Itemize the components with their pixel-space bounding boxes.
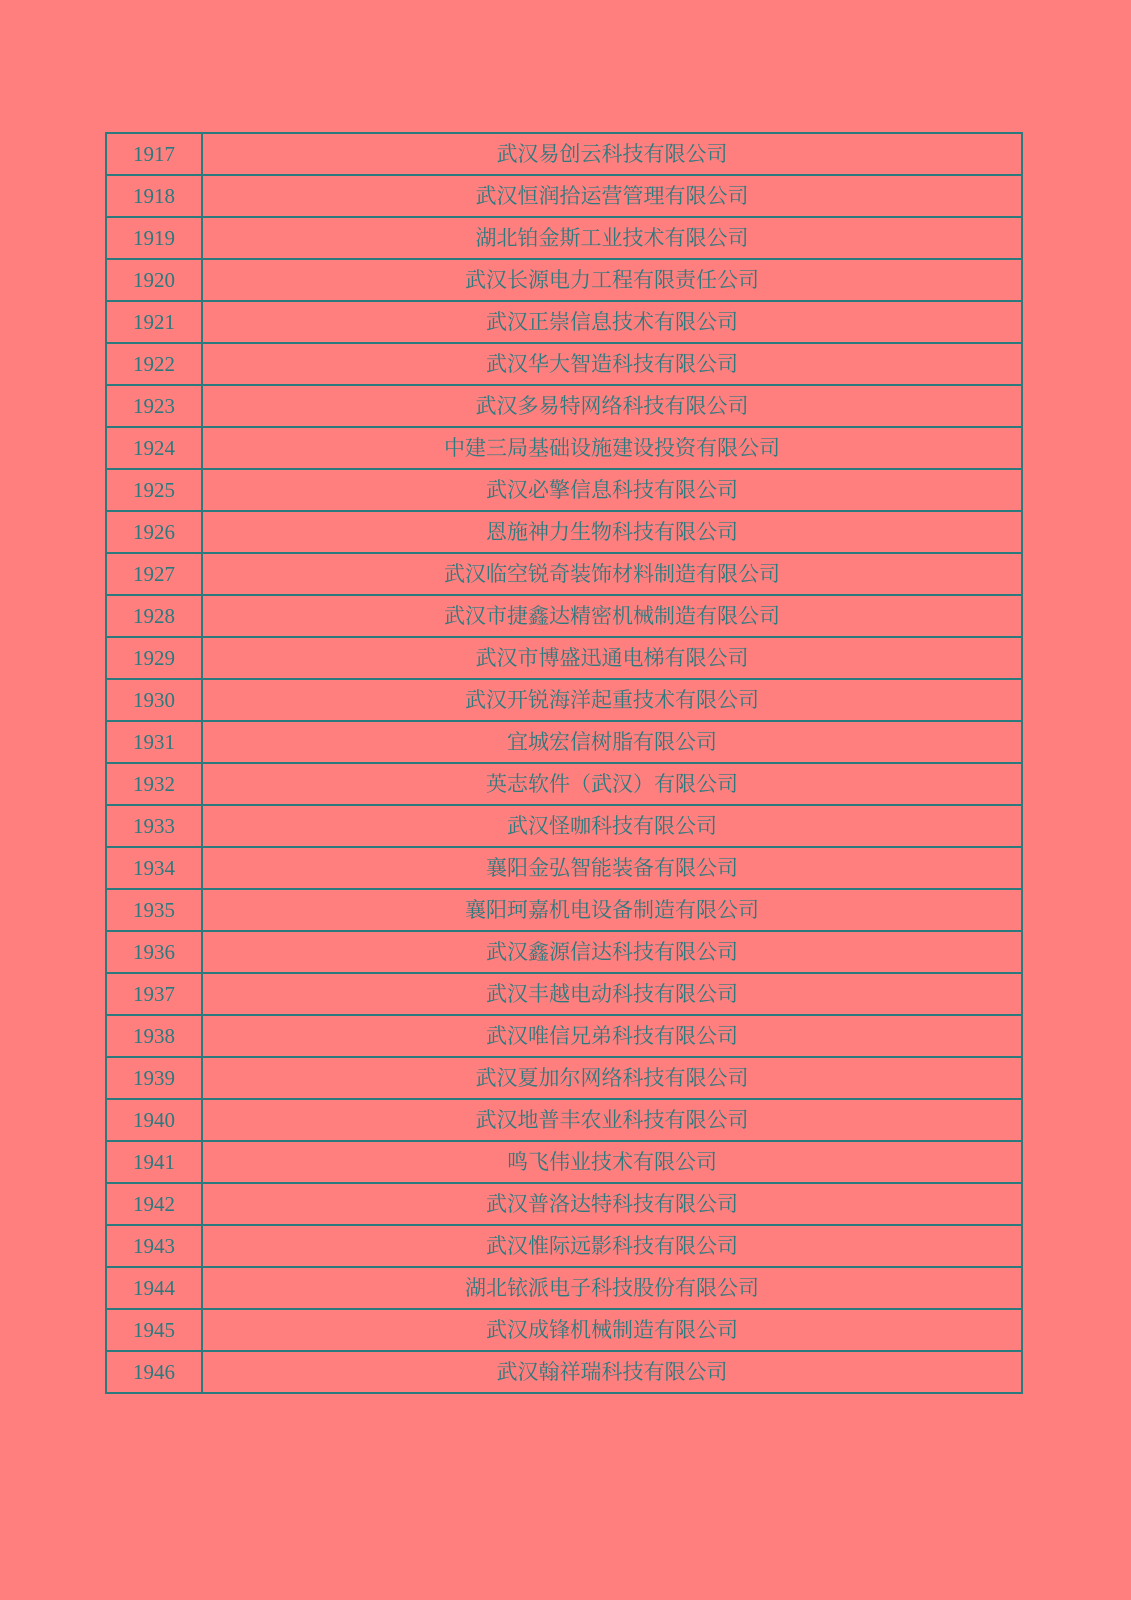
- table-row: [106, 259, 1022, 301]
- company-table: [105, 132, 1023, 1394]
- company-name-cell: 武汉开锐海洋起重技术有限公司: [202, 679, 1022, 721]
- row-number-cell: 1928: [106, 595, 202, 637]
- row-number-cell: 1946: [106, 1351, 202, 1393]
- company-name-cell: 武汉普洛达特科技有限公司: [202, 1183, 1022, 1225]
- company-name-cell: 武汉怪咖科技有限公司: [202, 805, 1022, 847]
- row-number-cell: 1939: [106, 1057, 202, 1099]
- table-row: [106, 1309, 1022, 1351]
- table-row: [106, 1141, 1022, 1183]
- row-number-cell: 1941: [106, 1141, 202, 1183]
- company-name-cell: 武汉必擎信息科技有限公司: [202, 469, 1022, 511]
- table-row: [106, 133, 1022, 175]
- company-name-cell: 武汉市捷鑫达精密机械制造有限公司: [202, 595, 1022, 637]
- row-number-cell: 1927: [106, 553, 202, 595]
- company-name-cell: 恩施神力生物科技有限公司: [202, 511, 1022, 553]
- table-row: [106, 301, 1022, 343]
- table-row: [106, 637, 1022, 679]
- row-number-cell: 1933: [106, 805, 202, 847]
- table-row: [106, 385, 1022, 427]
- row-number-cell: 1919: [106, 217, 202, 259]
- row-number-cell: 1929: [106, 637, 202, 679]
- company-name-cell: 武汉长源电力工程有限责任公司: [202, 259, 1022, 301]
- table-row: [106, 889, 1022, 931]
- company-name-cell: 武汉多易特网络科技有限公司: [202, 385, 1022, 427]
- table-row: [106, 679, 1022, 721]
- row-number-cell: 1937: [106, 973, 202, 1015]
- company-name-cell: 中建三局基础设施建设投资有限公司: [202, 427, 1022, 469]
- table-row: [106, 343, 1022, 385]
- company-name-cell: 武汉丰越电动科技有限公司: [202, 973, 1022, 1015]
- table-row: [106, 175, 1022, 217]
- table-row: [106, 553, 1022, 595]
- company-name-cell: 湖北铂金斯工业技术有限公司: [202, 217, 1022, 259]
- row-number-cell: 1938: [106, 1015, 202, 1057]
- company-name-cell: 武汉夏加尔网络科技有限公司: [202, 1057, 1022, 1099]
- row-number-cell: 1931: [106, 721, 202, 763]
- row-number-cell: 1936: [106, 931, 202, 973]
- table-row: [106, 217, 1022, 259]
- company-name-cell: 武汉翰祥瑞科技有限公司: [202, 1351, 1022, 1393]
- company-name-cell: 武汉市博盛迅通电梯有限公司: [202, 637, 1022, 679]
- table-row: [106, 1099, 1022, 1141]
- row-number-cell: 1932: [106, 763, 202, 805]
- row-number-cell: 1945: [106, 1309, 202, 1351]
- row-number-cell: 1925: [106, 469, 202, 511]
- table-row: [106, 763, 1022, 805]
- row-number-cell: 1921: [106, 301, 202, 343]
- table-row: [106, 1183, 1022, 1225]
- table-row: [106, 427, 1022, 469]
- row-number-cell: 1926: [106, 511, 202, 553]
- table-row: [106, 595, 1022, 637]
- table-row: [106, 511, 1022, 553]
- row-number-cell: 1935: [106, 889, 202, 931]
- table-row: [106, 721, 1022, 763]
- table-row: [106, 1267, 1022, 1309]
- row-number-cell: 1918: [106, 175, 202, 217]
- table-row: [106, 1015, 1022, 1057]
- row-number-cell: 1923: [106, 385, 202, 427]
- row-number-cell: 1934: [106, 847, 202, 889]
- company-name-cell: 湖北铱派电子科技股份有限公司: [202, 1267, 1022, 1309]
- company-name-cell: 襄阳珂嘉机电设备制造有限公司: [202, 889, 1022, 931]
- company-name-cell: 武汉恒润拾运营管理有限公司: [202, 175, 1022, 217]
- company-name-cell: 襄阳金弘智能装备有限公司: [202, 847, 1022, 889]
- company-name-cell: 宜城宏信树脂有限公司: [202, 721, 1022, 763]
- company-name-cell: 英志软件（武汉）有限公司: [202, 763, 1022, 805]
- row-number-cell: 1942: [106, 1183, 202, 1225]
- table-row: [106, 1225, 1022, 1267]
- company-name-cell: 武汉地普丰农业科技有限公司: [202, 1099, 1022, 1141]
- row-number-cell: 1930: [106, 679, 202, 721]
- company-table-body: [106, 133, 1022, 1393]
- row-number-cell: 1940: [106, 1099, 202, 1141]
- company-name-cell: 武汉惟际远影科技有限公司: [202, 1225, 1022, 1267]
- row-number-cell: 1924: [106, 427, 202, 469]
- table-row: [106, 1351, 1022, 1393]
- row-number-cell: 1944: [106, 1267, 202, 1309]
- table-row: [106, 847, 1022, 889]
- company-name-cell: 武汉临空锐奇装饰材料制造有限公司: [202, 553, 1022, 595]
- company-name-cell: 武汉鑫源信达科技有限公司: [202, 931, 1022, 973]
- company-name-cell: 武汉正崇信息技术有限公司: [202, 301, 1022, 343]
- row-number-cell: 1943: [106, 1225, 202, 1267]
- table-row: [106, 1057, 1022, 1099]
- company-name-cell: 武汉华大智造科技有限公司: [202, 343, 1022, 385]
- row-number-cell: 1920: [106, 259, 202, 301]
- row-number-cell: 1917: [106, 133, 202, 175]
- table-row: [106, 973, 1022, 1015]
- table-row: [106, 805, 1022, 847]
- row-number-cell: 1922: [106, 343, 202, 385]
- company-name-cell: 武汉成锋机械制造有限公司: [202, 1309, 1022, 1351]
- table-row: [106, 469, 1022, 511]
- company-name-cell: 鸣飞伟业技术有限公司: [202, 1141, 1022, 1183]
- company-name-cell: 武汉唯信兄弟科技有限公司: [202, 1015, 1022, 1057]
- company-name-cell: 武汉易创云科技有限公司: [202, 133, 1022, 175]
- table-row: [106, 931, 1022, 973]
